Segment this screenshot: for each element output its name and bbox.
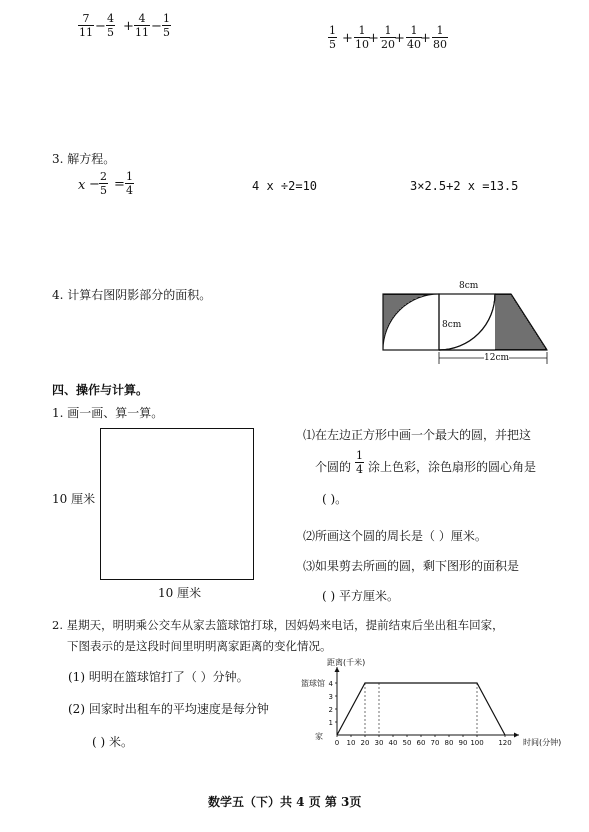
- eq1-fraction-b: $\frac{1}{4}$: [126, 170, 133, 197]
- eq1-fraction-a: $\frac{2}{5}$: [100, 170, 107, 197]
- distance-time-chart: [288, 655, 562, 755]
- eq1-minus: −: [89, 177, 100, 192]
- fraction: $\frac{7}{11}$: [79, 12, 93, 39]
- q2-line2: 下图表示的是这段时间里明明离家距离的变化情况。: [67, 639, 332, 653]
- part4-heading: 四、操作与计算。: [52, 383, 149, 397]
- sub1-line2a: 个圆的: [315, 460, 352, 474]
- x-tick-label: 10: [346, 739, 356, 747]
- label-bottom-12cm: 12cm: [484, 353, 510, 363]
- operator: +: [368, 31, 379, 46]
- x-tick-label: 50: [402, 739, 412, 747]
- sub1-answer-blank[interactable]: ( )。: [322, 492, 348, 506]
- fraction: $\frac{1}{5}$: [163, 12, 170, 39]
- x-axis-label: 时间(分钟): [523, 738, 562, 747]
- x-tick-label: 30: [374, 739, 384, 747]
- page-footer: 数学五（下）共 4 页 第 3页: [208, 795, 362, 809]
- fraction: $\frac{1}{20}$: [381, 24, 395, 51]
- x-tick-label: 100: [470, 739, 484, 747]
- y-tick-label: 2: [328, 706, 333, 714]
- x-tick-label: 60: [416, 739, 426, 747]
- label-top-8cm: 8cm: [459, 281, 479, 291]
- x-axis-arrow: [514, 733, 519, 738]
- x-tick-label: 40: [388, 739, 398, 747]
- operator: −: [151, 19, 162, 34]
- equation-3: 3×2.5+2 x =13.5: [410, 179, 519, 193]
- eq1-var: x: [78, 178, 86, 193]
- sub2-line[interactable]: ⑵所画这个圆的周长是（ ）厘米。: [303, 529, 487, 543]
- y-axis-label: 距离(千米): [327, 658, 366, 667]
- x-tick-label: 20: [360, 739, 370, 747]
- q1-title: 1. 画一画、算一算。: [52, 406, 164, 420]
- q2-line1: 2. 星期天，明明乘公交车从家去篮球馆打球，因妈妈来电话，提前结束后坐出租车回家，: [52, 618, 504, 632]
- x-tick-label: 120: [498, 739, 512, 747]
- fraction: $\frac{1}{5}$: [329, 24, 336, 51]
- sub1-line1: ⑴在左边正方形中画一个最大的圆，并把这: [303, 428, 532, 442]
- sub1-fraction: $\frac{1}{4}$: [356, 449, 363, 476]
- y-top-label: 篮球馆: [301, 679, 325, 688]
- sub3-line1: ⑶如果剪去所画的圆，剩下图形的面积是: [303, 559, 520, 573]
- fraction: $\frac{1}{80}$: [433, 24, 447, 51]
- operator: +: [123, 19, 134, 34]
- origin-label: 家: [315, 732, 323, 741]
- operator: +: [420, 31, 431, 46]
- left-shaded-region: [383, 294, 439, 350]
- sub1-line2b: 涂上色彩，涂色扇形的圆心角是: [368, 460, 537, 474]
- label-side-8cm: 8cm: [442, 320, 462, 330]
- y-axis-arrow: [335, 667, 340, 672]
- section4-title: 4. 计算右图阴影部分的面积。: [52, 288, 212, 302]
- square-side-label: 10 厘米: [52, 492, 96, 506]
- distance-series-line: [337, 683, 505, 735]
- equation-2: 4 x ÷2=10: [252, 179, 318, 193]
- y-tick-label: 1: [328, 719, 333, 727]
- y-tick-label: 4: [328, 680, 333, 688]
- x-tick-label: 70: [430, 739, 440, 747]
- section3-title: 3. 解方程。: [52, 152, 116, 166]
- sub3-answer-blank[interactable]: ( ) 平方厘米。: [322, 589, 399, 603]
- x-tick-label: 80: [444, 739, 454, 747]
- q2-sub1[interactable]: (1) 明明在篮球馆打了（ ）分钟。: [68, 670, 249, 684]
- drawing-square[interactable]: [100, 428, 254, 580]
- operator: +: [394, 31, 405, 46]
- fraction: $\frac{1}{40}$: [407, 24, 421, 51]
- fraction: $\frac{4}{5}$: [107, 12, 114, 39]
- shaded-area-figure: [375, 280, 555, 370]
- y-tick-label: 3: [328, 693, 333, 701]
- fraction: $\frac{4}{11}$: [135, 12, 149, 39]
- fraction: $\frac{1}{10}$: [355, 24, 369, 51]
- operator: −: [95, 19, 106, 34]
- q2-sub2-blank[interactable]: ( ) 米。: [92, 735, 133, 749]
- q2-sub2: (2) 回家时出租车的平均速度是每分钟: [68, 702, 269, 716]
- x-tick-label: 0: [334, 739, 340, 747]
- square-bottom-label: 10 厘米: [158, 586, 202, 600]
- x-tick-label: 90: [458, 739, 468, 747]
- eq1-equals: =: [114, 177, 125, 192]
- operator: +: [342, 31, 353, 46]
